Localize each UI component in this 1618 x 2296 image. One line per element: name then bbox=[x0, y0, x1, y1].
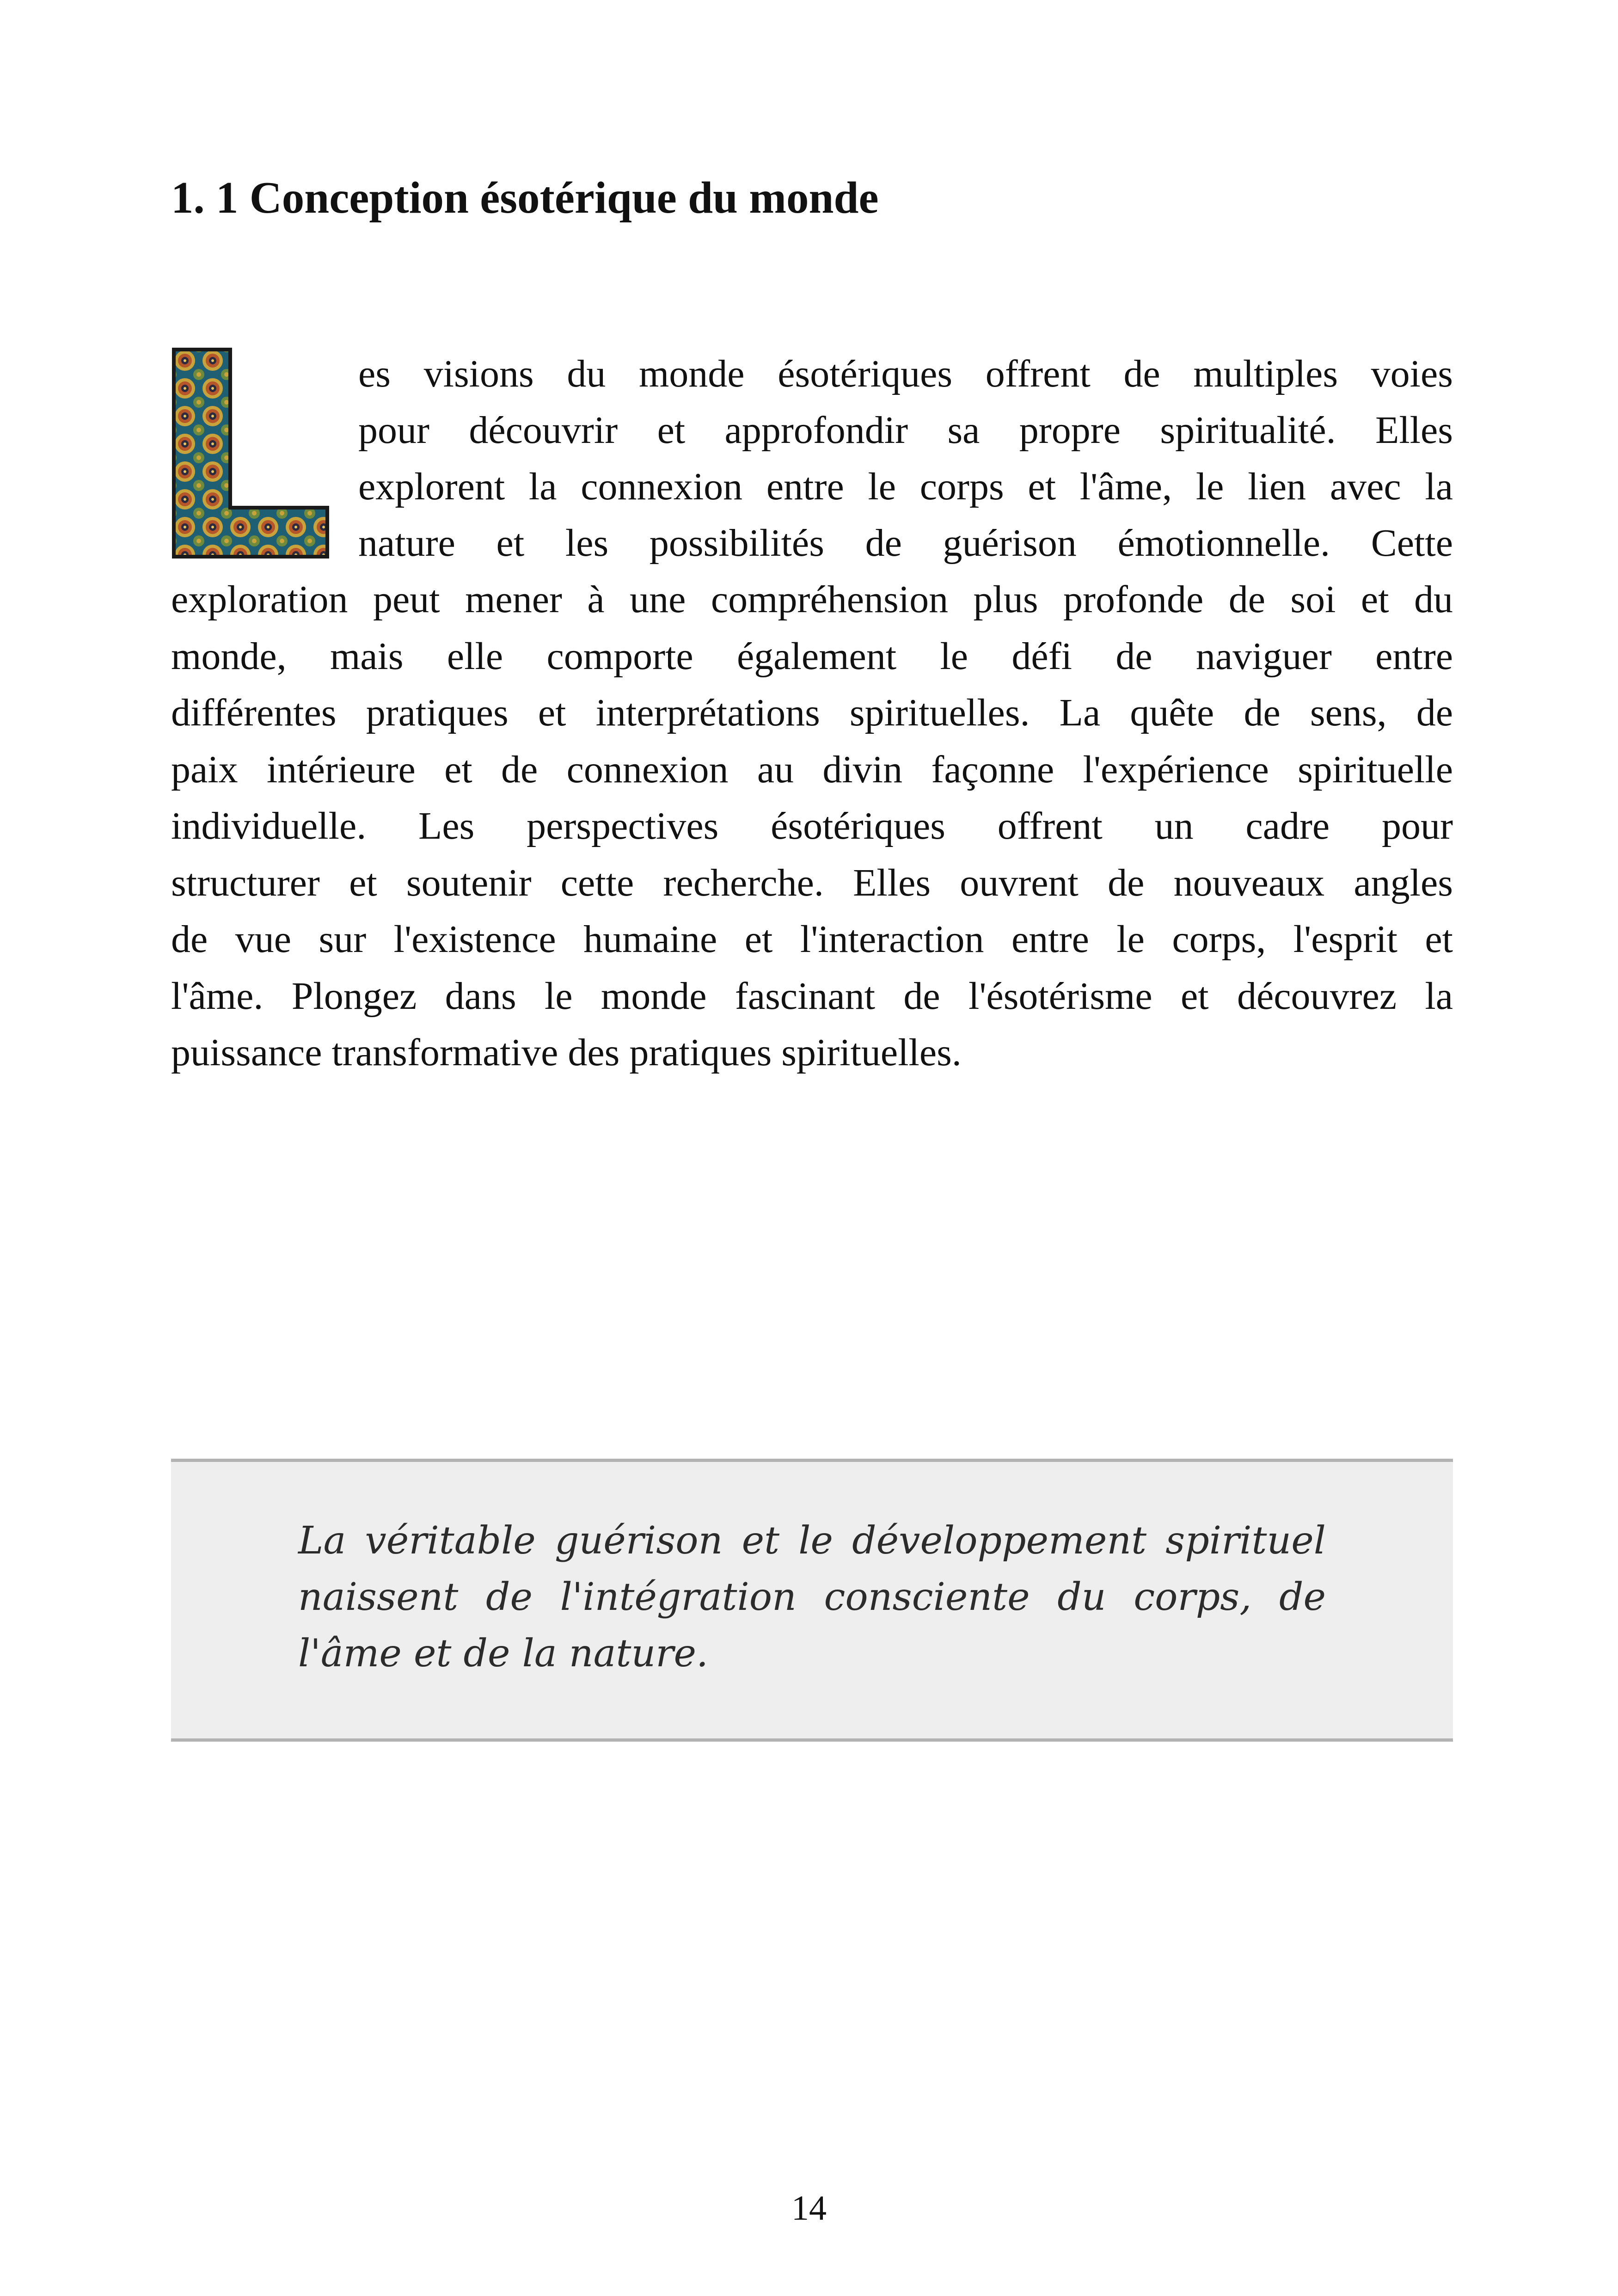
body-line: différentes pratiques et interprétations spirituelles. La quête de sens, de bbox=[171, 691, 1453, 734]
body-line: de vue sur l'existence humaine et l'interaction entre le corps, l'esprit et bbox=[171, 918, 1453, 961]
body-paragraph bbox=[171, 571, 1453, 1081]
section-heading: 1. 1 Conception ésotérique du monde bbox=[171, 173, 879, 222]
lead-line: pour découvrir et approfondir sa propre spiritualité. Elles bbox=[358, 409, 1453, 452]
page-number: 14 bbox=[791, 2189, 827, 2228]
ornamental-dropcap-l bbox=[171, 347, 331, 559]
body-line: individuelle. Les perspectives ésotériques offrent un cadre pour bbox=[171, 804, 1453, 847]
lead-line: es visions du monde ésotériques offrent de multiples voies bbox=[358, 352, 1453, 395]
body-line: structurer et soutenir cette recherche. Elles ouvrent de nouveaux angles bbox=[171, 861, 1453, 904]
quote-line: naissent de l'intégration consciente du corps, de bbox=[298, 1575, 1326, 1619]
body-line: monde, mais elle comporte également le défi de naviguer entre bbox=[171, 634, 1453, 678]
lead-line: explorent la connexion entre le corps et l'âme, le lien avec la bbox=[358, 465, 1453, 508]
lead-paragraph bbox=[358, 346, 1453, 571]
body-line: puissance transformative des pratiques spirituelles. bbox=[171, 1031, 962, 1074]
body-line: paix intérieure et de connexion au divin façonne l'expérience spirituelle bbox=[171, 748, 1453, 791]
pull-quote-box bbox=[171, 1459, 1453, 1742]
quote-line: La véritable guérison et le développement spirituel bbox=[298, 1519, 1326, 1563]
quote-line: l'âme et de la nature. bbox=[298, 1632, 709, 1676]
pull-quote-text bbox=[298, 1513, 1326, 1682]
dropcap-pattern-image bbox=[171, 347, 331, 559]
lead-line: nature et les possibilités de guérison émotionnelle. Cette bbox=[358, 522, 1453, 565]
body-line: l'âme. Plongez dans le monde fascinant de l'ésotérisme et découvrez la bbox=[171, 974, 1453, 1018]
body-line: exploration peut mener à une compréhension plus profonde de soi et du bbox=[171, 578, 1453, 621]
